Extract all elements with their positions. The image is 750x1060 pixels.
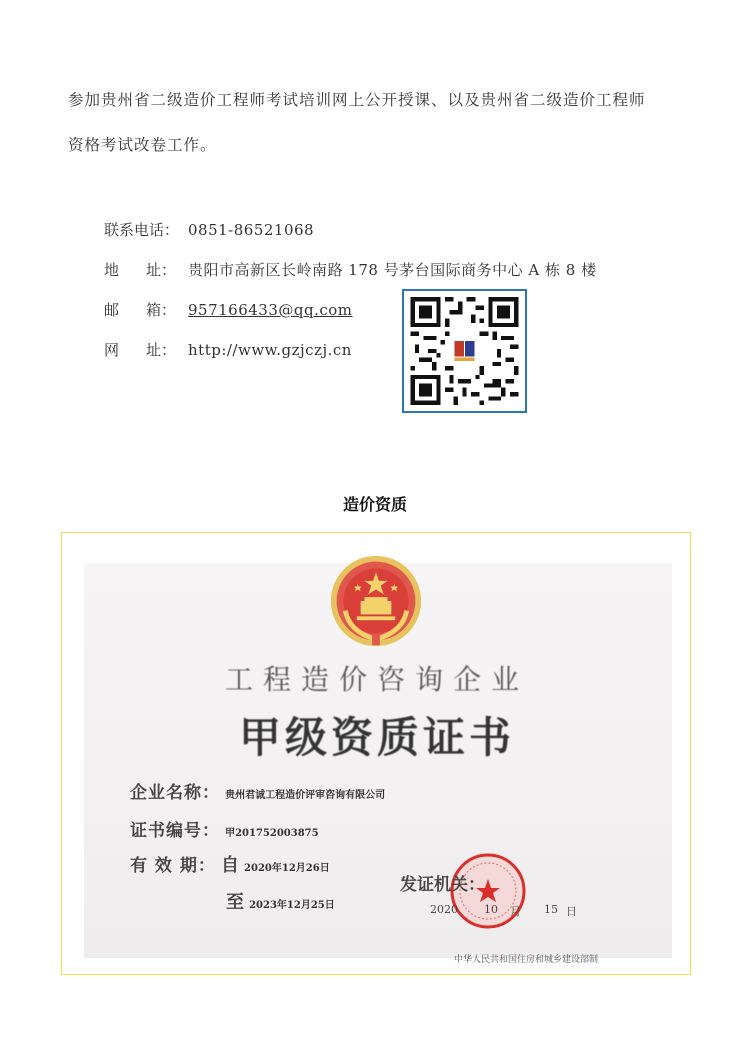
phone-label: 联系电话：	[104, 221, 180, 239]
cert-no-field	[130, 816, 319, 841]
intro-line-1: 参加贵州省二级造价工程师考试培训网上公开授课、以及贵州省二级造价工程师	[68, 91, 646, 109]
company-field	[130, 778, 385, 803]
certificate-title-line2: 甲级资质证书	[238, 713, 515, 762]
address-label	[104, 250, 176, 290]
cert-no-label: 证书编号：	[130, 821, 220, 841]
issue-day-unit: 日	[566, 905, 577, 918]
validity-to-date: 2023年12月25日	[249, 900, 335, 911]
contact-address-row	[104, 250, 597, 290]
issue-month: 10	[484, 903, 498, 916]
issue-year: 2020	[430, 903, 458, 916]
email-label-b: 箱：	[145, 301, 176, 319]
validity-from-prefix: 自	[220, 855, 239, 876]
qr-code-icon	[410, 297, 519, 405]
validity-label: 有 效 期：	[130, 856, 216, 876]
validity-to-prefix: 至	[226, 892, 244, 913]
company-value: 贵州君诚工程造价评审咨询有限公司	[225, 790, 386, 801]
issuer-label: 发证机关：	[400, 875, 485, 895]
contact-phone-row	[104, 210, 597, 250]
email-link[interactable]: 957166433@qq.com	[188, 301, 353, 319]
ministry-caption: 中华人民共和国住房和城乡建设部制	[454, 955, 599, 965]
issue-month-unit: 月	[510, 905, 521, 918]
certificate-title-line1: 工程造价咨询企业	[224, 663, 529, 696]
intro-line-2: 资格考试改卷工作。	[68, 136, 217, 154]
company-label: 企业名称：	[130, 783, 220, 803]
email-label	[104, 290, 176, 330]
national-emblem-icon	[328, 553, 424, 649]
email-label-a: 邮	[104, 301, 120, 319]
validity-from-date: 2020年12月26日	[244, 863, 330, 874]
validity-field	[130, 851, 330, 877]
website-label	[104, 330, 176, 370]
intro-paragraph	[68, 78, 698, 168]
address-label-a: 地	[104, 261, 120, 279]
qr-code	[402, 289, 527, 413]
section-title: 造价资质	[342, 495, 407, 514]
address-label-b: 址：	[145, 261, 176, 279]
website-link[interactable]: http://www.gzjczj.cn	[188, 341, 352, 359]
website-label-a: 网	[104, 341, 120, 359]
cert-no-value: 甲201752003875	[225, 828, 319, 839]
certificate-image	[61, 532, 691, 975]
phone-value: 0851-86521068	[188, 221, 315, 239]
website-label-b: 址：	[145, 341, 176, 359]
address-value: 贵阳市高新区长岭南路 178 号茅台国际商务中心 A 栋 8 楼	[188, 261, 597, 279]
issue-day: 15	[544, 903, 558, 916]
validity-to-field	[226, 888, 335, 914]
